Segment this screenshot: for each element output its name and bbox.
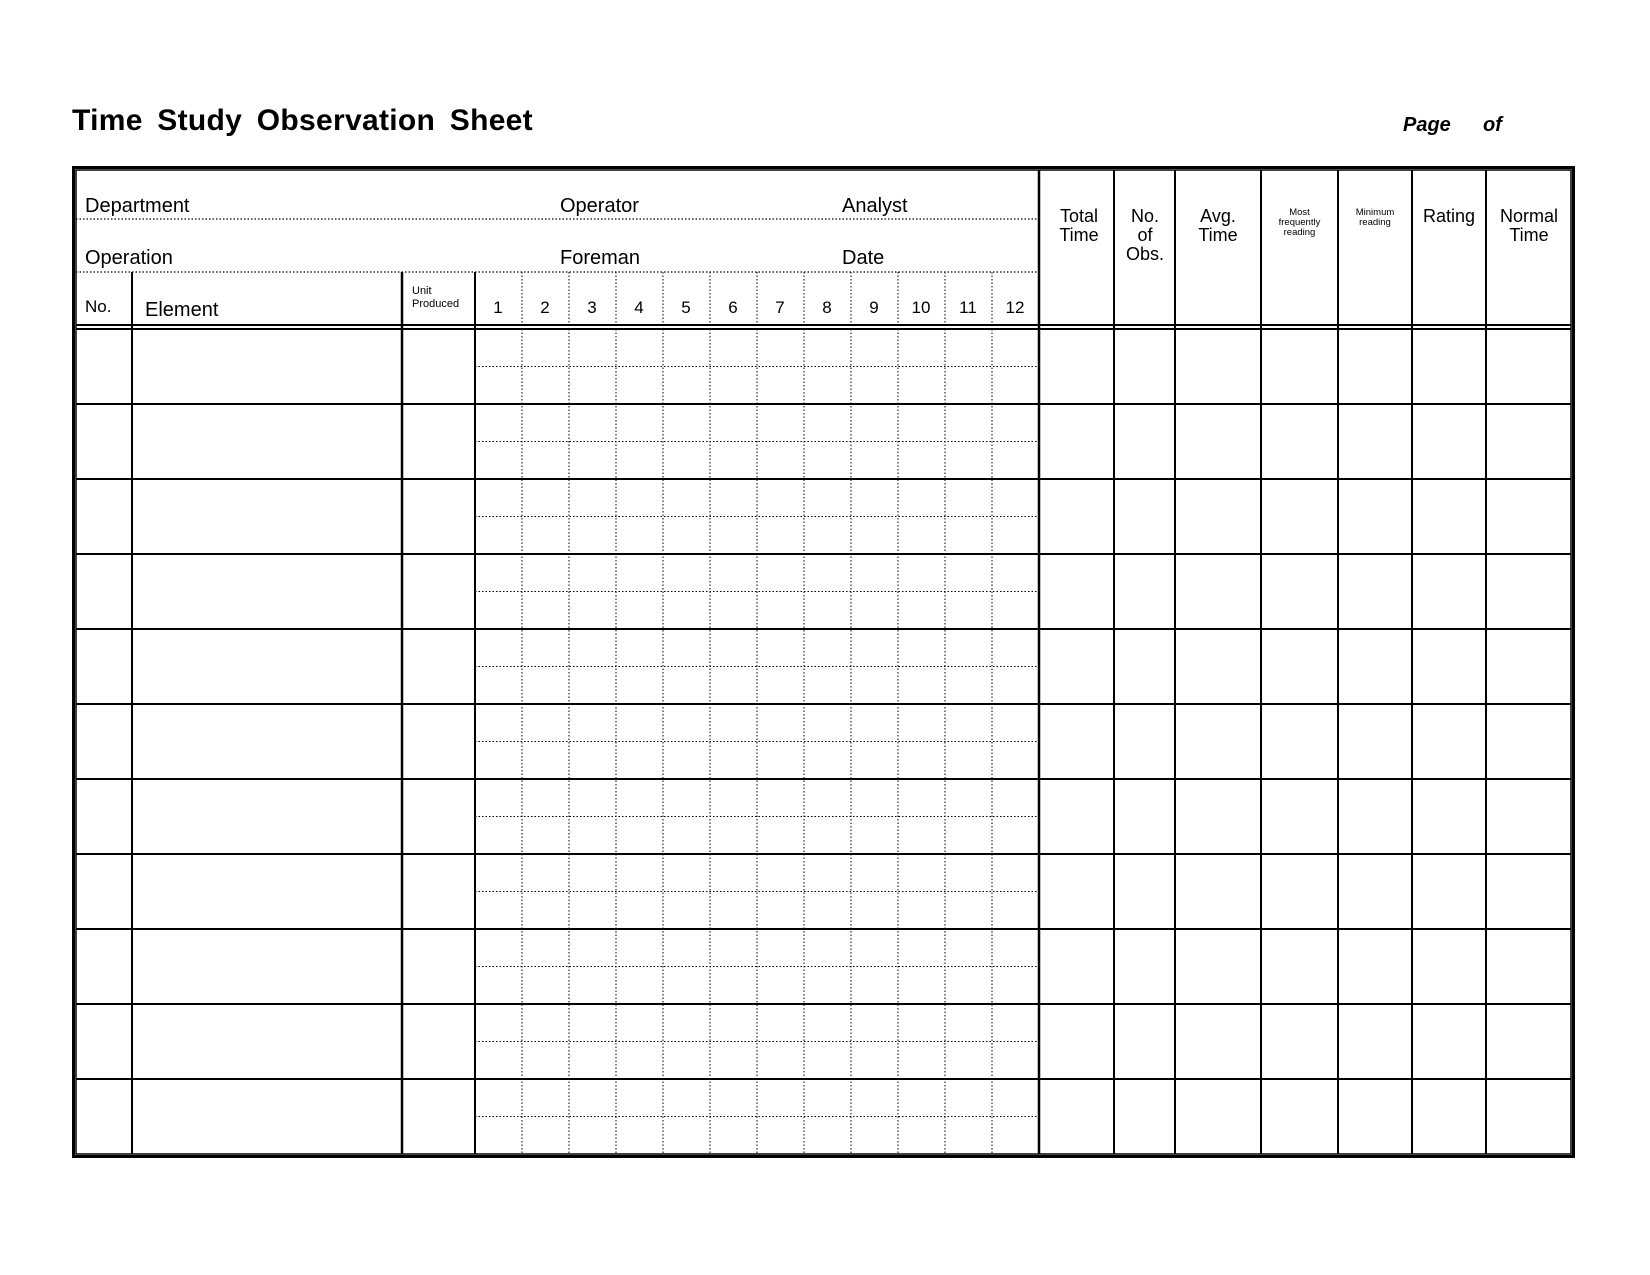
minimum-reading-header bbox=[1338, 208, 1412, 228]
of-label: of bbox=[1483, 114, 1502, 136]
no-of-obs-header bbox=[1115, 207, 1175, 264]
total-time-header bbox=[1040, 207, 1118, 245]
no-of-obs-header-line3: Obs. bbox=[1125, 243, 1164, 264]
cycle-header-11: 11 bbox=[959, 298, 977, 317]
total-time-header-line2: Time bbox=[1059, 224, 1099, 245]
no-of-obs-header-line2: of bbox=[1137, 224, 1153, 245]
normal-time-header-line2: Time bbox=[1509, 224, 1549, 245]
cycle-header-4: 4 bbox=[634, 298, 644, 317]
cycle-header-7: 7 bbox=[775, 298, 785, 317]
cycle-header-10: 10 bbox=[911, 298, 931, 317]
avg-time-header bbox=[1175, 207, 1261, 245]
foreman-label: Foreman bbox=[560, 247, 641, 269]
minimum-reading-header-line2: reading bbox=[1359, 216, 1391, 228]
no-of-obs-header-line1: No. bbox=[1130, 206, 1159, 226]
inner-frame bbox=[76, 170, 1571, 1154]
element-column-header: Element bbox=[145, 299, 219, 321]
no-column-header: No. bbox=[85, 297, 112, 316]
avg-time-header-line1: Avg. bbox=[1200, 206, 1236, 226]
unit-column-header-line1: Unit bbox=[412, 285, 432, 297]
cycle-header-3: 3 bbox=[587, 298, 597, 317]
cycle-header-1: 1 bbox=[493, 298, 503, 317]
cycle-header-8: 8 bbox=[822, 298, 832, 317]
cycle-header-9: 9 bbox=[869, 298, 879, 317]
date-label: Date bbox=[842, 247, 885, 269]
cycle-header-12: 12 bbox=[1005, 298, 1025, 317]
normal-time-header bbox=[1486, 207, 1572, 245]
operation-label: Operation bbox=[85, 247, 173, 269]
page-label: Page bbox=[1403, 114, 1451, 136]
normal-time-header-line1: Normal bbox=[1499, 206, 1558, 226]
most-frequent-header-line1: Most bbox=[1289, 207, 1310, 218]
total-time-header-line1: Total bbox=[1059, 206, 1099, 226]
minimum-reading-header-line1: Minimum bbox=[1355, 207, 1395, 218]
operator-label: Operator bbox=[560, 195, 639, 217]
department-label: Department bbox=[85, 195, 190, 217]
analyst-label: Analyst bbox=[842, 195, 908, 217]
cycle-header-2: 2 bbox=[540, 298, 550, 317]
cycle-header-5: 5 bbox=[681, 298, 691, 317]
most-frequent-header-line3: reading bbox=[1283, 226, 1316, 238]
avg-time-header-line2: Time bbox=[1198, 224, 1238, 245]
cycle-header-6: 6 bbox=[728, 298, 738, 317]
rating-header: Rating bbox=[1422, 206, 1476, 226]
most-frequently-reading-header bbox=[1261, 208, 1338, 238]
unit-column-header-line2: Produced bbox=[412, 298, 460, 310]
most-frequent-header-line2: frequently bbox=[1278, 216, 1321, 228]
sheet-title: Time Study Observation Sheet bbox=[72, 104, 533, 137]
